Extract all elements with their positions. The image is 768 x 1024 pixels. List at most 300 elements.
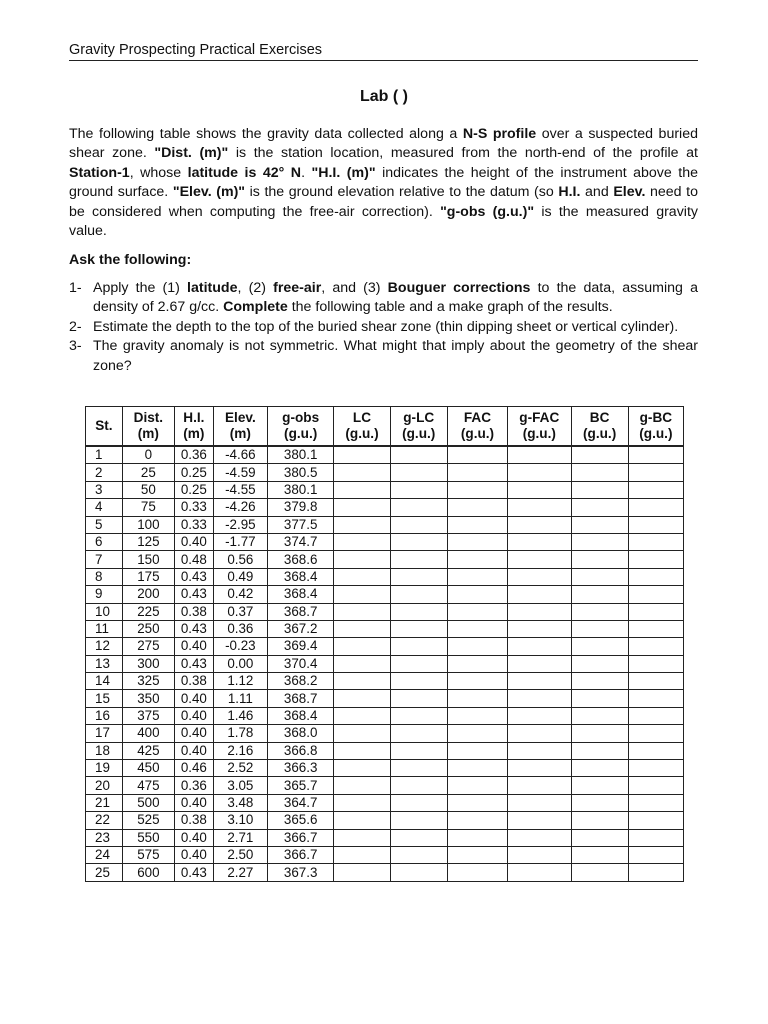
table-cell: -4.26 <box>213 499 267 516</box>
empty-cell <box>447 655 507 672</box>
table-cell: 368.0 <box>267 725 333 742</box>
empty-cell <box>628 690 683 707</box>
table-cell: 450 <box>122 760 174 777</box>
table-row <box>86 794 684 811</box>
task-item <box>69 279 698 318</box>
table-cell: 369.4 <box>267 638 333 655</box>
empty-cell <box>628 707 683 724</box>
column-header <box>390 407 447 447</box>
empty-cell <box>334 673 390 690</box>
empty-cell <box>447 725 507 742</box>
column-header-unit: (g.u.) <box>284 426 318 441</box>
table-cell: 370.4 <box>267 655 333 672</box>
empty-cell <box>390 603 447 620</box>
task-item <box>69 337 698 376</box>
table-cell: 0.38 <box>174 812 213 829</box>
column-header-label: H.I. <box>183 410 205 425</box>
table-cell: -4.55 <box>213 481 267 498</box>
table-cell: 0.33 <box>174 516 213 533</box>
empty-cell <box>390 707 447 724</box>
table-cell: 525 <box>122 812 174 829</box>
empty-cell <box>628 499 683 516</box>
empty-cell <box>334 655 390 672</box>
bold-text: latitude is 42° N <box>187 164 302 181</box>
table-cell: 2.27 <box>213 864 267 881</box>
table-cell: 3.48 <box>213 794 267 811</box>
table-cell: 0.43 <box>174 620 213 637</box>
empty-cell <box>334 690 390 707</box>
bold-text: H.I. <box>558 184 581 201</box>
table-cell: 0.43 <box>174 864 213 881</box>
table-cell: 377.5 <box>267 516 333 533</box>
empty-cell <box>390 620 447 637</box>
column-header-unit: (m) <box>137 426 159 441</box>
table-cell: 366.7 <box>267 829 333 846</box>
table-cell: 8 <box>86 568 123 585</box>
bold-text: N-S profile <box>462 126 537 142</box>
table-cell: 0.40 <box>174 794 213 811</box>
table-cell: 0.36 <box>213 620 267 637</box>
table-cell: 2.50 <box>213 846 267 863</box>
table-body <box>86 446 684 881</box>
table-cell: 25 <box>122 464 174 481</box>
bold-text: Station-1 <box>69 164 130 181</box>
table-cell: 0.40 <box>174 690 213 707</box>
empty-cell <box>447 464 507 481</box>
empty-cell <box>447 777 507 794</box>
table-cell: 3 <box>86 481 123 498</box>
empty-cell <box>334 742 390 759</box>
empty-cell <box>508 620 571 637</box>
column-header-unit: (g.u.) <box>345 426 379 441</box>
empty-cell <box>628 586 683 603</box>
empty-cell <box>334 586 390 603</box>
empty-cell <box>508 777 571 794</box>
text-run: and <box>580 184 614 201</box>
text-run: over a suspected buried shear zone. <box>69 126 698 162</box>
empty-cell <box>571 551 628 568</box>
empty-cell <box>334 481 390 498</box>
table-cell: 1.12 <box>213 673 267 690</box>
text-run: The gravity anomaly is not symmetric. What might that imply about the geometry of the shear zone? <box>93 338 698 374</box>
empty-cell <box>447 812 507 829</box>
column-header-label: FAC <box>463 410 492 425</box>
empty-cell <box>508 829 571 846</box>
text-run: , (2) <box>237 280 274 296</box>
table-cell: 380.1 <box>267 446 333 464</box>
empty-cell <box>571 707 628 724</box>
table-cell: 500 <box>122 794 174 811</box>
empty-cell <box>447 603 507 620</box>
empty-cell <box>571 725 628 742</box>
empty-cell <box>334 516 390 533</box>
table-cell: 21 <box>86 794 123 811</box>
empty-cell <box>390 673 447 690</box>
table-cell: 425 <box>122 742 174 759</box>
empty-cell <box>571 829 628 846</box>
empty-cell <box>447 551 507 568</box>
table-cell: 366.7 <box>267 846 333 863</box>
table-cell: 550 <box>122 829 174 846</box>
table-cell: 1.46 <box>213 707 267 724</box>
table-row <box>86 481 684 498</box>
table-cell: 1.78 <box>213 725 267 742</box>
table-cell: 368.6 <box>267 551 333 568</box>
empty-cell <box>390 533 447 550</box>
column-header <box>334 407 390 447</box>
empty-cell <box>508 446 571 464</box>
empty-cell <box>390 725 447 742</box>
empty-cell <box>334 533 390 550</box>
empty-cell <box>508 516 571 533</box>
table-cell: 0.25 <box>174 481 213 498</box>
empty-cell <box>571 464 628 481</box>
table-cell: 0.40 <box>174 707 213 724</box>
column-header-unit: (g.u.) <box>402 426 436 441</box>
empty-cell <box>628 777 683 794</box>
table-cell: 350 <box>122 690 174 707</box>
empty-cell <box>628 603 683 620</box>
empty-cell <box>628 620 683 637</box>
table-cell: 366.3 <box>267 760 333 777</box>
empty-cell <box>628 725 683 742</box>
column-header <box>447 407 507 447</box>
empty-cell <box>571 777 628 794</box>
table-cell: 0.36 <box>174 446 213 464</box>
empty-cell <box>390 516 447 533</box>
bold-text: latitude <box>187 280 238 296</box>
empty-cell <box>447 620 507 637</box>
bold-text: free-air <box>273 280 322 296</box>
table-cell: 0.48 <box>174 551 213 568</box>
text-run: indicates the height of the instrument above the ground surface. <box>69 164 698 201</box>
empty-cell <box>334 760 390 777</box>
table-row <box>86 690 684 707</box>
column-header-label: g-FAC <box>519 410 560 425</box>
empty-cell <box>508 760 571 777</box>
table-cell: 366.8 <box>267 742 333 759</box>
intro-paragraph <box>69 125 698 241</box>
table-cell: 0.38 <box>174 603 213 620</box>
table-cell: 0.43 <box>174 586 213 603</box>
table-row <box>86 777 684 794</box>
empty-cell <box>334 794 390 811</box>
empty-cell <box>447 638 507 655</box>
empty-cell <box>628 551 683 568</box>
empty-cell <box>447 568 507 585</box>
column-header-label: LC <box>352 410 372 425</box>
table-cell: 600 <box>122 864 174 881</box>
column-header <box>86 407 123 447</box>
empty-cell <box>447 690 507 707</box>
bold-text: "Elev. (m)" <box>172 184 246 201</box>
table-cell: 16 <box>86 707 123 724</box>
table-cell: 13 <box>86 655 123 672</box>
table-cell: 0.33 <box>174 499 213 516</box>
table-cell: 365.6 <box>267 812 333 829</box>
empty-cell <box>390 742 447 759</box>
table-cell: 0.37 <box>213 603 267 620</box>
table-cell: 2 <box>86 464 123 481</box>
empty-cell <box>390 446 447 464</box>
empty-cell <box>508 499 571 516</box>
gravity-data-table <box>85 406 684 882</box>
empty-cell <box>628 846 683 863</box>
table-cell: -1.77 <box>213 533 267 550</box>
table-row <box>86 620 684 637</box>
table-row <box>86 638 684 655</box>
table-cell: 2.52 <box>213 760 267 777</box>
table-cell: 375 <box>122 707 174 724</box>
empty-cell <box>628 760 683 777</box>
column-header-unit: (m) <box>183 426 205 441</box>
table-row <box>86 464 684 481</box>
table-row <box>86 603 684 620</box>
text-run: . <box>301 164 312 181</box>
empty-cell <box>508 655 571 672</box>
empty-cell <box>571 742 628 759</box>
empty-cell <box>334 620 390 637</box>
table-cell: 368.2 <box>267 673 333 690</box>
empty-cell <box>571 533 628 550</box>
table-row <box>86 516 684 533</box>
empty-cell <box>508 707 571 724</box>
column-header <box>213 407 267 447</box>
table-row <box>86 864 684 881</box>
empty-cell <box>628 446 683 464</box>
empty-cell <box>334 603 390 620</box>
table-cell: 368.7 <box>267 690 333 707</box>
bold-text: "g-obs (g.u.)" <box>440 203 535 220</box>
empty-cell <box>571 864 628 881</box>
empty-cell <box>571 620 628 637</box>
empty-cell <box>447 499 507 516</box>
table-cell: 150 <box>122 551 174 568</box>
task-number: 3- <box>69 338 82 355</box>
table-cell: 24 <box>86 846 123 863</box>
empty-cell <box>571 516 628 533</box>
column-header <box>122 407 174 447</box>
empty-cell <box>508 464 571 481</box>
empty-cell <box>508 725 571 742</box>
empty-cell <box>334 446 390 464</box>
table-cell: 0.42 <box>213 586 267 603</box>
page-header: Gravity Prospecting Practical Exercises <box>69 42 698 61</box>
table-cell: 368.4 <box>267 707 333 724</box>
empty-cell <box>390 638 447 655</box>
table-cell: 4 <box>86 499 123 516</box>
empty-cell <box>390 568 447 585</box>
table-cell: 22 <box>86 812 123 829</box>
table-cell: 367.2 <box>267 620 333 637</box>
table-cell: 23 <box>86 829 123 846</box>
empty-cell <box>571 760 628 777</box>
table-cell: 19 <box>86 760 123 777</box>
table-cell: 75 <box>122 499 174 516</box>
table-cell: 0.40 <box>174 725 213 742</box>
column-header <box>267 407 333 447</box>
empty-cell <box>571 446 628 464</box>
empty-cell <box>390 794 447 811</box>
text-run: , whose <box>129 164 188 181</box>
text-run: to the data, assuming a density of 2.67 g/cc. <box>93 280 698 316</box>
empty-cell <box>447 533 507 550</box>
table-cell: 200 <box>122 586 174 603</box>
table-cell: 368.7 <box>267 603 333 620</box>
table-cell: 367.3 <box>267 864 333 881</box>
table-cell: 50 <box>122 481 174 498</box>
empty-cell <box>390 551 447 568</box>
task-number: 2- <box>69 318 82 335</box>
empty-cell <box>390 655 447 672</box>
empty-cell <box>628 638 683 655</box>
column-header-unit: (m) <box>229 426 251 441</box>
table-cell: 1 <box>86 446 123 464</box>
table-cell: 364.7 <box>267 794 333 811</box>
table-cell: -0.23 <box>213 638 267 655</box>
column-header-label: g-LC <box>403 410 435 425</box>
empty-cell <box>390 864 447 881</box>
column-header-label: g-BC <box>639 410 673 425</box>
empty-cell <box>447 742 507 759</box>
table-cell: 0.43 <box>174 655 213 672</box>
table-row <box>86 499 684 516</box>
empty-cell <box>508 846 571 863</box>
empty-cell <box>508 812 571 829</box>
empty-cell <box>508 673 571 690</box>
table-row <box>86 673 684 690</box>
table-cell: 2.16 <box>213 742 267 759</box>
text-run: is the measured gravity value. <box>69 203 698 240</box>
table-row <box>86 655 684 672</box>
empty-cell <box>447 794 507 811</box>
table-cell: 400 <box>122 725 174 742</box>
table-cell: 368.4 <box>267 586 333 603</box>
text-run: need to be considered when computing the free-air correction). <box>69 184 698 220</box>
table-cell: 225 <box>122 603 174 620</box>
empty-cell <box>628 742 683 759</box>
empty-cell <box>390 760 447 777</box>
empty-cell <box>334 568 390 585</box>
table-cell: 20 <box>86 777 123 794</box>
empty-cell <box>390 846 447 863</box>
table-row <box>86 551 684 568</box>
empty-cell <box>390 499 447 516</box>
column-header <box>174 407 213 447</box>
empty-cell <box>508 551 571 568</box>
table-cell: 0.40 <box>174 533 213 550</box>
empty-cell <box>508 690 571 707</box>
table-cell: 18 <box>86 742 123 759</box>
empty-cell <box>571 586 628 603</box>
table-cell: 475 <box>122 777 174 794</box>
empty-cell <box>390 481 447 498</box>
table-cell: 0 <box>122 446 174 464</box>
table-row <box>86 742 684 759</box>
table-cell: 6 <box>86 533 123 550</box>
empty-cell <box>508 864 571 881</box>
table-cell: 11 <box>86 620 123 637</box>
bold-text: Complete <box>223 299 288 316</box>
table-row <box>86 812 684 829</box>
table-header-row <box>86 407 684 447</box>
table-cell: 12 <box>86 638 123 655</box>
empty-cell <box>628 533 683 550</box>
empty-cell <box>571 481 628 498</box>
empty-cell <box>628 864 683 881</box>
column-header <box>628 407 683 447</box>
bold-text: "Dist. (m)" <box>154 145 229 162</box>
empty-cell <box>390 829 447 846</box>
empty-cell <box>571 794 628 811</box>
text-run: , and (3) <box>321 280 388 296</box>
table-cell: 175 <box>122 568 174 585</box>
empty-cell <box>447 481 507 498</box>
table-cell: -4.59 <box>213 464 267 481</box>
table-row <box>86 707 684 724</box>
table-cell: 575 <box>122 846 174 863</box>
empty-cell <box>447 516 507 533</box>
table-cell: 14 <box>86 673 123 690</box>
column-header <box>508 407 571 447</box>
empty-cell <box>628 829 683 846</box>
page-title: Lab ( ) <box>360 88 408 105</box>
empty-cell <box>628 516 683 533</box>
table-row <box>86 568 684 585</box>
table-cell: 0.43 <box>174 568 213 585</box>
table-row <box>86 533 684 550</box>
table-cell: -4.66 <box>213 446 267 464</box>
table-cell: 275 <box>122 638 174 655</box>
empty-cell <box>628 481 683 498</box>
task-list <box>69 279 698 376</box>
empty-cell <box>447 586 507 603</box>
table-row <box>86 760 684 777</box>
empty-cell <box>334 499 390 516</box>
task-number: 1- <box>69 280 82 296</box>
empty-cell <box>508 568 571 585</box>
table-cell: 0.36 <box>174 777 213 794</box>
bold-text: Bouguer corrections <box>387 280 531 296</box>
table-cell: 0.40 <box>174 846 213 863</box>
empty-cell <box>571 499 628 516</box>
empty-cell <box>334 829 390 846</box>
table-cell: 7 <box>86 551 123 568</box>
table-row <box>86 725 684 742</box>
text-run: is the station location, measured from the north-end of the profile at <box>228 145 698 162</box>
table-cell: -2.95 <box>213 516 267 533</box>
empty-cell <box>390 586 447 603</box>
table-cell: 325 <box>122 673 174 690</box>
empty-cell <box>508 794 571 811</box>
empty-cell <box>571 846 628 863</box>
bold-text: Elev. <box>613 184 646 201</box>
table-cell: 125 <box>122 533 174 550</box>
column-header-label: BC <box>589 410 610 425</box>
empty-cell <box>390 777 447 794</box>
empty-cell <box>571 655 628 672</box>
empty-cell <box>390 464 447 481</box>
table-cell: 0.40 <box>174 638 213 655</box>
empty-cell <box>628 794 683 811</box>
table-cell: 380.1 <box>267 481 333 498</box>
text-run: Estimate the depth to the top of the buried shear zone (thin dipping sheet or vertical cylinder). <box>93 318 679 335</box>
table-cell: 100 <box>122 516 174 533</box>
table-row <box>86 846 684 863</box>
column-header-label: Elev. <box>224 410 256 425</box>
text-run: the following table and a make graph of the results. <box>287 299 613 316</box>
empty-cell <box>334 464 390 481</box>
